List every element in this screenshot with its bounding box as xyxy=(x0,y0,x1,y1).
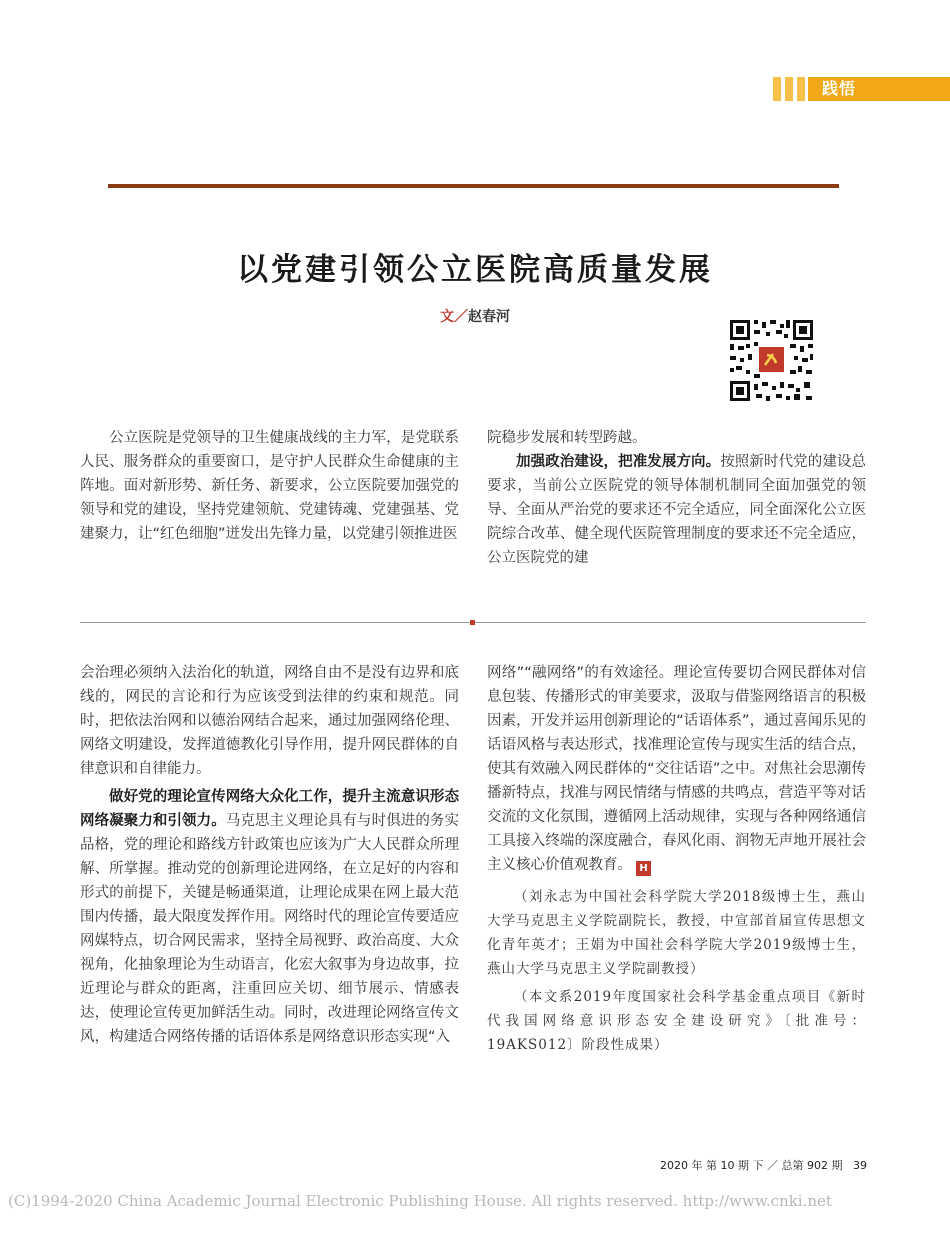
section-paragraph xyxy=(80,785,459,1049)
tag-stripe xyxy=(797,77,805,101)
qr-code[interactable] xyxy=(724,314,819,407)
section-tag: 践悟 xyxy=(822,79,857,98)
page-footer xyxy=(660,1157,867,1173)
intro-column-right xyxy=(487,426,866,570)
tag-stripe xyxy=(773,77,781,101)
tag-stripe xyxy=(785,77,793,101)
section-heading: 做好党的理论宣传网络大众化工作，提升主流意识形态网络凝聚力和引领力。 xyxy=(80,789,459,829)
body-column-right xyxy=(487,661,866,1057)
intro-paragraph-continued: 院稳步发展和转型跨越。 xyxy=(487,430,647,446)
funding-note: （本文系2019年度国家社会科学基金重点项目《新时代我国网络意识形态安全建设研究》〔批准号：19AKS012〕阶段性成果） xyxy=(487,989,866,1053)
body-paragraph: 会治理必须纳入法治化的轨道，网络自由不是没有边界和底线的，网民的言论和行为应该受到法律的约束和规范。同时，把依法治网和以德治网结合起来，通过加强网络伦理、网络文明建设，发挥道德教化引导作用，提升网民群体的自律意识和自律能力。 xyxy=(80,665,459,777)
title-rule xyxy=(108,184,839,188)
article-title: 以党建引领公立医院高质量发展 xyxy=(237,252,713,288)
section-paragraph xyxy=(487,450,866,570)
issue-info: 2020 年 第 10 期 下 ／ 总第 902 期 xyxy=(660,1159,843,1172)
body-paragraph-continued xyxy=(487,661,866,877)
qr-code-icon xyxy=(724,314,819,407)
page-number: 39 xyxy=(852,1159,867,1172)
section-heading: 加强政治建设，把准发展方向。 xyxy=(516,454,721,470)
intro-paragraph: 公立医院是党领导的卫生健康战线的主力军，是党联系人民、服务群众的重要窗口，是守护人民群众生命健康的主阵地。面对新形势、新任务、新要求，公立医院要加强党的领导和党的建设，坚持党建领航、党建铸魂、党建强基、党建聚力，让“红色细胞”迸发出先锋力量，以党建引领推进医 xyxy=(80,430,459,542)
author-prefix: 文／ xyxy=(440,309,468,325)
end-mark-icon: H xyxy=(636,861,651,876)
body-column-left xyxy=(80,661,459,1049)
intro-column-left xyxy=(80,426,459,546)
copyright-watermark: (C)1994-2020 China Academic Journal Electronic Publishing House. All rights reserved. http://www.cnki.net xyxy=(8,1192,832,1210)
author-name: 赵春河 xyxy=(468,309,510,325)
body-text: 网络”“融网络”的有效途径。理论宣传要切合网民群体对信息包装、传播形式的审美要求，汲取与借鉴网络语言的积极因素，开发并运用创新理论的“话语体系”，通过喜闻乐见的话语风格与表达形式，找准理论宣传与现实生活的结合点，使其有效融入网民群体的“交往话语”之中。对焦社会思潮传播新特点，找准与网民情绪与情感的共鸣点，营造平等对话交流的文化氛围，遵循网上活动规律，实现与各种网络通信工具接入终端的深度融合，春风化雨、润物无声地开展社会主义核心价值观教育。 xyxy=(487,665,866,873)
section-body: 马克思主义理论具有与时俱进的务实品格，党的理论和路线方针政策也应该为广大人民群众所理解、所掌握。推动党的创新理论进网络，在立足好的内容和形式的前提下，关键是畅通渠道，让理论成果在网上最大范围内传播，最大限度发挥作用。网络时代的理论宣传要适应网媒特点，切合网民需求，坚持全局视野、政治高度、大众视角，化抽象理论为生动语言，化宏大叙事为身边故事，拉近理论与群众的距离，注重回应关切、细节展示、情感表达，使理论宣传更加鲜活生动。同时，改进理论网络宣传文风，构建适合网络传播的话语体系是网络意识形态实现“入 xyxy=(80,813,460,1045)
author-bio: （刘永志为中国社会科学院大学2018级博士生，燕山大学马克思主义学院副院长，教授，中宣部首届宣传思想文化青年英才；王娟为中国社会科学院大学2019级博士生，燕山大学马克思主义学院副教授） xyxy=(487,889,866,977)
section-body: 按照新时代党的建设总要求，当前公立医院党的领导体制机制同全面加强党的领导、全面从严治党的要求还不完全适应，同全面深化公立医院综合改革、健全现代医院管理制度的要求还不完全适应，公立医院党的建 xyxy=(487,454,867,566)
divider-dot xyxy=(470,620,475,625)
